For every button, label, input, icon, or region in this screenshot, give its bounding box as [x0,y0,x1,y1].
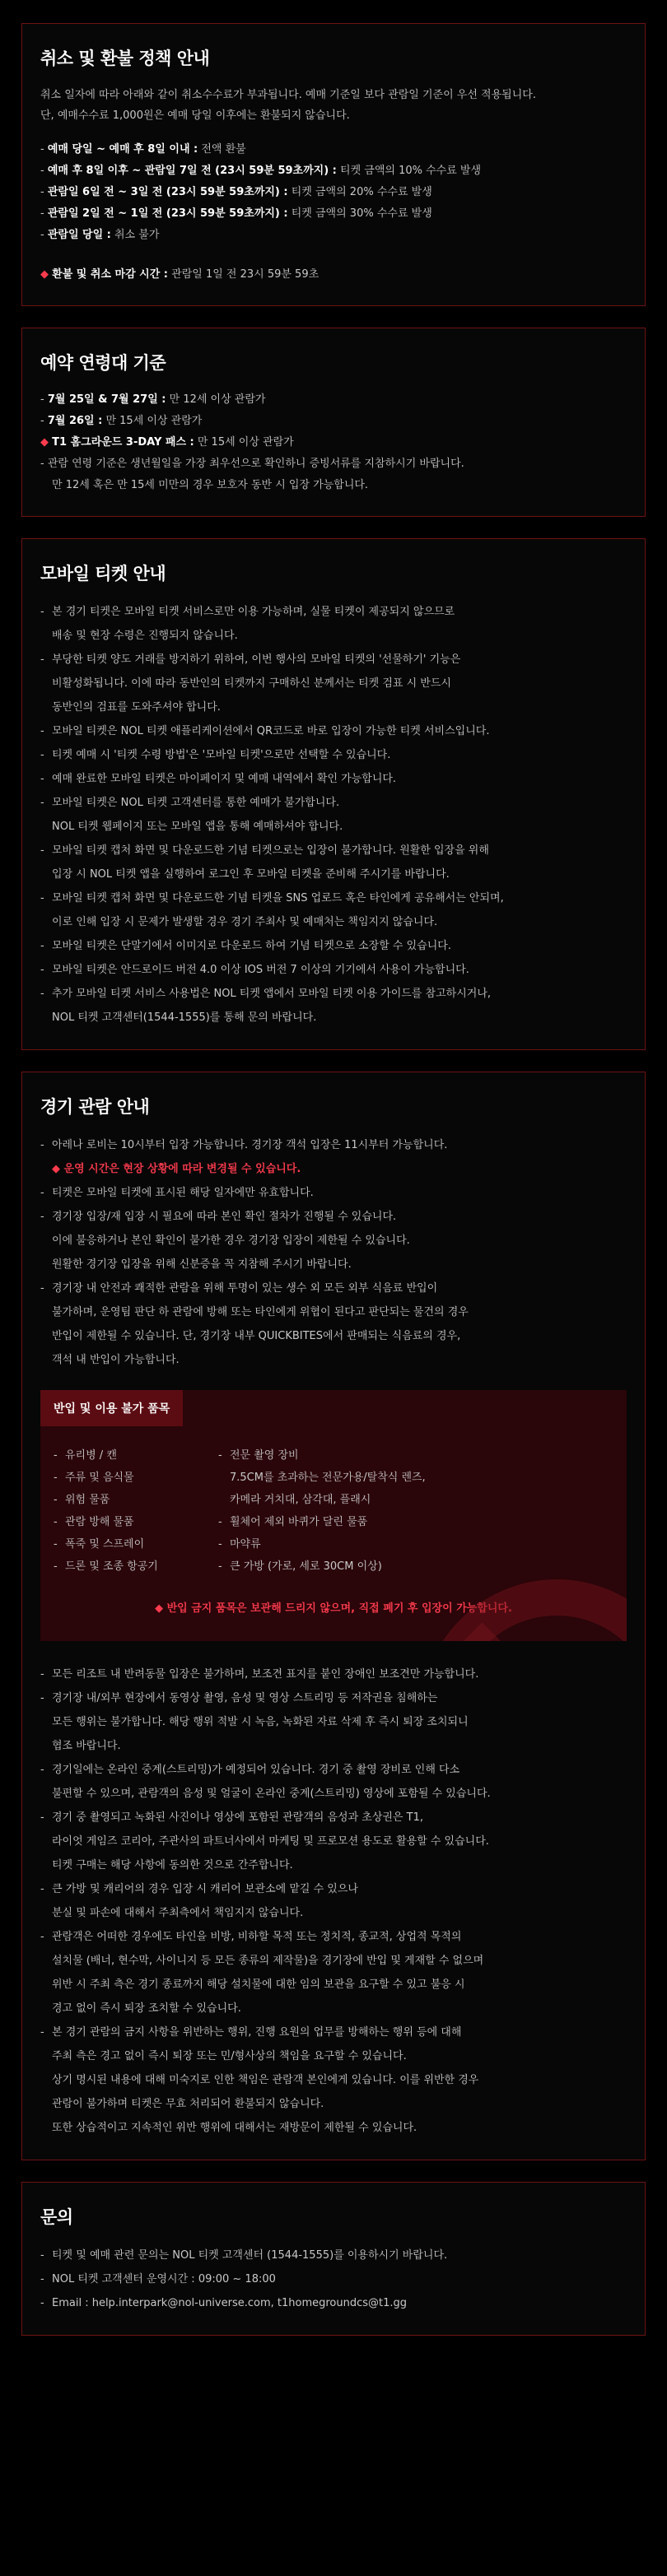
list-item-line: - 경기일에는 온라인 중계(스트리밍)가 예정되어 있습니다. 경기 중 촬영 장비로 인해 다소 [52,1764,460,1776]
list-item-line: - 모바일 티켓은 안드로이드 버전 4.0 이상 IOS 버전 7 이상의 기기에서 사용이 가능합니다. [52,964,469,976]
list-item: - Email : help.interpark@nol-universe.com, t1homegroundcs@t1.gg [40,2291,627,2315]
list-item-line: - 본 경기 티켓은 모바일 티켓 서비스로만 이용 가능하며, 실물 티켓이 제공되지 않으므로 [52,606,455,618]
list-item: - 티켓 및 예매 관련 문의는 NOL 티켓 고객센터 (1544-1555)를 이용하시기 바랍니다. [40,2244,627,2267]
list-item [40,791,627,839]
mobile-ticket-list [40,600,627,1030]
game-viewing-section [21,1072,646,2160]
list-item [40,1181,627,1205]
list-item-line: 원활한 경기장 입장을 위해 신분증을 꼭 지참해 주시기 바랍니다. [52,1258,352,1271]
list-item-line: 주최 측은 경고 없이 즉시 퇴장 또는 민/형사상의 책임을 요구할 수 있습니다. [52,2050,407,2062]
prohibited-col-right [218,1444,498,1578]
rule-text: 만 12세 이상 관람가 [166,393,266,406]
prohibited-items-tab: 반입 및 이용 불가 품목 [40,1390,183,1426]
refund-rule: - 예매 당일 ~ 예매 후 8일 이내 : 전액 환불 [40,143,246,156]
list-item [40,743,627,767]
list-item: 카메라 거치대, 삼각대, 플래시 [230,1494,371,1506]
list-item-line: - 모바일 티켓은 NOL 티켓 고객센터를 통한 예매가 불가합니다. [52,797,340,809]
list-item-line: 배송 및 현장 수령은 진행되지 않습니다. [52,630,238,642]
refund-rule: - 예매 후 8일 이후 ~ 관람일 7일 전 (23시 59분 59초까지) : 티켓 금액의 10% 수수료 발생 [40,165,482,177]
list-item-line: NOL 티켓 웹페이지 또는 모바일 앱을 통해 예매하셔야 합니다. [52,821,343,833]
intro-line: 취소 일자에 따라 아래와 같이 취소수수료가 부과됩니다. 예매 기준일 보다 관람일 기준이 우선 적용됩니다. [40,89,536,101]
list-item: - 전문 촬영 장비 [218,1444,498,1467]
list-item-line: - 모바일 티켓 캡처 화면 및 다운로드한 기념 티켓을 SNS 업로드 혹은 타인에게 공유해서는 안되며, [52,892,504,904]
list-item [40,1276,627,1372]
rule-label: 7월 25일 & 7월 27일 : [47,393,166,406]
list-item [40,719,627,743]
list-item [40,767,627,791]
list-item-line: 동반인의 검표를 도와주셔야 합니다. [52,701,221,714]
list-item-line: 설치물 (배너, 현수막, 사이니지 등 모든 종류의 제작물)을 경기장에 반입 및 게재할 수 없으며 [52,1955,484,1967]
list-item-line: 이에 불응하거나 본인 확인이 불가한 경우 경기장 입장이 제한될 수 있습니다. [52,1235,410,1247]
list-item-line: - 티켓 예매 시 '티켓 수령 방법'은 '모바일 티켓'으로만 선택할 수 있습니다. [52,749,391,761]
section-title: 경기 관람 안내 [40,1097,150,1117]
rule-text: 만 15세 이상 관람가 [194,436,294,449]
list-item-line: 라이엇 게임즈 코리아, 주관사의 파트너사에서 마케팅 및 프로모션 용도로 활용할 수 있습니다. [52,1835,489,1848]
refund-rule: - 관람일 당일 : 취소 불가 [40,229,160,241]
refund-rule: - 관람일 2일 전 ~ 1일 전 (23시 59분 59초까지) : 티켓 금액의 30% 수수료 발생 [40,207,432,220]
rule-label: 관람일 6일 전 ~ 3일 전 (23시 59분 59초까지) : [47,186,288,198]
list-item [40,982,627,1030]
list-item-line: 불편할 수 있으며, 관람객의 음성 및 얼굴이 온라인 중계(스트리밍) 영상에 포함될 수 있습니다. [52,1788,491,1800]
game-list-bottom [40,1662,627,2140]
diamond-icon: ◆ [40,268,49,281]
rule-label: 예매 후 8일 이후 ~ 관람일 7일 전 (23시 59분 59초까지) : [47,165,337,177]
list-item-line: 입장 시 NOL 티켓 앱을 실행하여 로그인 후 모바일 티켓을 준비해 주시기를 바랍니다. [52,868,450,881]
list-item: - 폭죽 및 스프레이 [54,1533,218,1555]
rule-label: 관람일 당일 : [47,229,111,241]
list-item-line: 객석 내 반입이 가능합니다. [52,1354,180,1366]
list-item-line: - 모바일 티켓은 단말기에서 이미지로 다운로드 하여 기념 티켓으로 소장할 수 있습니다. [52,940,451,952]
refund-policy-section [21,23,646,306]
list-item [40,1877,627,1925]
list-item-line: 불가하며, 운영팀 판단 하 관람에 방해 또는 타인에게 위협이 된다고 판단되는 물건의 경우 [52,1306,469,1318]
list-item-line: 협조 바랍니다. [52,1740,121,1752]
note-text: 만 12세 혹은 만 15세 미만의 경우 보호자 동반 시 입장 가능합니다. [52,479,369,491]
section-title: 예약 연령대 기준 [40,353,166,373]
rule-label: 관람일 2일 전 ~ 1일 전 (23시 59분 59초까지) : [47,207,288,220]
list-item-line: - 티켓은 모바일 티켓에 표시된 해당 일자에만 유효합니다. [52,1187,314,1199]
list-item [40,958,627,982]
list-item-line: NOL 티켓 고객센터(1544-1555)를 통해 문의 바랍니다. [52,1011,317,1024]
list-item: - 드론 및 조종 항공기 [54,1555,218,1578]
contact-section [21,2182,646,2336]
list-item-line: - 모바일 티켓은 NOL 티켓 애플리케이션에서 QR코드로 바로 입장이 가능한 티켓 서비스입니다. [52,725,490,737]
list-item: - 위험 물품 [54,1489,218,1511]
list-item [40,600,627,648]
list-item-line: - 모바일 티켓 캡처 화면 및 다운로드한 기념 티켓으로는 입장이 불가합니다. 원활한 입장을 위해 [52,844,489,857]
list-item-line: 이로 인해 입장 시 문제가 발생할 경우 경기 주최사 및 예매처는 책임지지 않습니다. [52,916,438,928]
list-item [40,1925,627,2020]
list-item-line: 모든 행위는 불가합니다. 해당 행위 적발 시 녹음, 녹화된 자료 삭제 후 즉시 퇴장 조치되니 [52,1716,469,1728]
list-item-line: 분실 및 파손에 대해서 주최측에서 책임지지 않습니다. [52,1907,304,1919]
refund-intro [40,85,627,126]
list-item [40,839,627,886]
list-item-line: 경고 없이 즉시 퇴장 조치할 수 있습니다. [52,2002,241,2015]
list-item-line: 반입이 제한될 수 있습니다. 단, 경기장 내부 QUICKBITES에서 판매되는 식음료의 경우, [52,1330,461,1342]
list-item [40,1133,627,1157]
age-note: - 관람 연령 기준은 생년월일을 가장 최우선으로 확인하니 증빙서류를 지참하시기 바랍니다. [40,458,464,470]
list-item-line: - 큰 가방 및 캐리어의 경우 입장 시 캐리어 보관소에 맡길 수 있으나 [52,1883,358,1895]
list-item-line: - 부당한 티켓 양도 거래를 방지하기 위하여, 이번 행사의 모바일 티켓의 '선물하기' 기능은 [52,653,461,666]
list-item-line: 티켓 구매는 해당 사항에 동의한 것으로 간주합니다. [52,1859,293,1872]
deadline-label: 환불 및 취소 마감 시간 : [52,268,168,281]
prohibited-items-panel [40,1390,627,1641]
rule-label: 예매 당일 ~ 예매 후 8일 이내 : [47,143,198,156]
operation-time-note: ◆ 운영 시간은 현장 상황에 따라 변경될 수 있습니다. [52,1163,301,1175]
list-item-line: - 예매 완료한 모바일 티켓은 마이페이지 및 예매 내역에서 확인 가능합니다. [52,773,397,785]
age-rule: - 7월 25일 & 7월 27일 : 만 12세 이상 관람가 [40,393,266,406]
rule-text: 티켓 금액의 30% 수수료 발생 [287,207,432,220]
list-item [40,934,627,958]
list-item-line: - 경기장 입장/재 입장 시 필요에 따라 본인 확인 절차가 진행될 수 있습니다. [52,1211,397,1223]
list-item-line: - 경기장 내 안전과 쾌적한 관람을 위해 투명이 있는 생수 외 모든 외부 식음료 반입이 [52,1282,438,1295]
rule-label: T1 홈그라운드 3-DAY 패스 : [52,436,194,449]
section-title: 모바일 티켓 안내 [40,564,166,584]
contact-list [40,2244,627,2315]
list-item-line: 상기 명시된 내용에 대해 미숙지로 인한 책임은 관람객 본인에게 있습니다. 이를 위반한 경우 [52,2074,479,2086]
rule-text: 만 15세 이상 관람가 [102,415,203,427]
prohibited-items-note: ◆ 반입 금지 품목은 보관해 드리지 않으며, 직접 폐기 후 입장이 가능합니다. [155,1602,512,1615]
list-item [40,1662,627,1686]
age-policy-section [21,328,646,517]
game-list-mid [40,1181,627,1372]
list-item: - 유리병 / 캔 [54,1444,218,1467]
intro-line: 단, 예매수수료 1,000원은 예매 당일 이후에는 환불되지 않습니다. [40,109,350,122]
rule-text: 티켓 금액의 20% 수수료 발생 [287,186,432,198]
list-item: - 휠체어 제외 바퀴가 달린 물품 [218,1511,498,1533]
list-item-line: - 경기 중 촬영되고 녹화된 사진이나 영상에 포함된 관람객의 음성과 초상권은 T1, [52,1811,423,1824]
list-item-line: - 아레나 로비는 10시부터 입장 가능합니다. 경기장 객석 입장은 11시부터 가능합니다. [52,1139,448,1151]
game-list-top [40,1133,627,1157]
note-text: 관람 연령 기준은 생년월일을 가장 최우선으로 확인하니 증빙서류를 지참하시기 바랍니다. [47,458,464,470]
rule-text: 티켓 금액의 10% 수수료 발생 [336,165,482,177]
age-note [40,475,627,496]
list-item [40,2020,627,2140]
refund-rules [40,139,627,246]
list-item [40,1758,627,1806]
list-item: - NOL 티켓 고객센터 운영시간 : 09:00 ~ 18:00 [40,2267,627,2291]
rule-text: 전액 환불 [198,143,246,156]
list-item: - 주류 및 음식물 [54,1467,218,1489]
mobile-ticket-section [21,538,646,1050]
list-item-line: 위반 시 주최 측은 경기 종료까지 해당 설치물에 대한 임의 보관을 요구할 수 있고 불응 시 [52,1978,465,1991]
list-item-line: 비활성화됩니다. 이에 따라 동반인의 티켓까지 구매하신 분께서는 티켓 검표 시 반드시 [52,677,451,690]
list-item [40,648,627,719]
prohibited-col-left [54,1444,218,1578]
diamond-icon: ◆ [40,436,49,449]
list-item-line: - 모든 리조트 내 반려동물 입장은 불가하며, 보조견 표지를 붙인 장애인 보조견만 가능합니다. [52,1668,479,1681]
deadline-text: 관람일 1일 전 23시 59분 59초 [168,268,320,281]
prohibited-items-columns [40,1426,627,1578]
list-item [40,1806,627,1877]
list-item-line: 관람이 불가하며 티켓은 무효 처리되어 환불되지 않습니다. [52,2098,324,2110]
refund-deadline [40,264,627,286]
t1-pass-rule [40,432,627,453]
rule-text: 취소 불가 [110,229,160,241]
list-item: - 마약류 [218,1533,498,1555]
list-item-line: 또한 상습적이고 지속적인 위반 행위에 대해서는 재방문이 제한될 수 있습니다. [52,2122,417,2134]
list-item-line: - 본 경기 관람의 금지 사항을 위반하는 행위, 진행 요원의 업무를 방해하는 행위 등에 대해 [52,2026,462,2039]
list-item [40,886,627,934]
list-item-line: - 경기장 내/외부 현장에서 동영상 촬영, 음성 및 영상 스트리밍 등 저작권을 침해하는 [52,1692,438,1704]
list-item: 7.5CM를 초과하는 전문가용/탈착식 렌즈, [230,1472,426,1484]
list-item-line: - 추가 모바일 티켓 서비스 사용법은 NOL 티켓 앱에서 모바일 티켓 이용 가이드를 참고하시거나, [52,988,492,1000]
rule-label: 7월 26일 : [47,415,103,427]
list-item [40,1205,627,1276]
section-title: 취소 및 환불 정책 안내 [40,49,210,68]
list-item: - 관람 방해 물품 [54,1511,218,1533]
age-rule: - 7월 26일 : 만 15세 이상 관람가 [40,415,203,427]
list-item [40,1686,627,1758]
list-item: - 큰 가방 (가로, 세로 30CM 이상) [218,1555,498,1578]
section-title: 문의 [40,2207,73,2227]
refund-rule: - 관람일 6일 전 ~ 3일 전 (23시 59분 59초까지) : 티켓 금액의 20% 수수료 발생 [40,186,432,198]
list-item-line: - 관람객은 어떠한 경우에도 타인을 비방, 비하할 목적 또는 정치적, 종교적, 상업적 목적의 [52,1931,462,1943]
